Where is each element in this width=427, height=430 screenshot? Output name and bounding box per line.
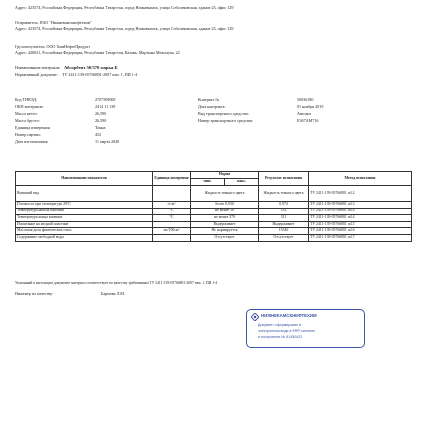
detail-label: Единица измерения: bbox=[15, 125, 51, 130]
row-result: Выдерживает bbox=[259, 221, 309, 228]
detail-label: Номер партии: bbox=[15, 132, 41, 137]
row-norm: Не нормируется bbox=[191, 228, 259, 235]
detail-value: 01 ноября 2019 bbox=[297, 104, 324, 109]
stamp-line-1: Документ сформирован в bbox=[258, 323, 301, 327]
table-row bbox=[16, 208, 412, 215]
row-norm: Жидкость темного цвета bbox=[191, 186, 259, 202]
detail-label: Номер транспортного средства: bbox=[198, 118, 254, 123]
row-indicator: Температура начала кипения bbox=[16, 208, 153, 215]
table-row bbox=[16, 186, 412, 202]
row-result: 311 bbox=[259, 215, 309, 222]
detail-value: Тонна bbox=[95, 125, 106, 130]
detail-label: Дата изготовления: bbox=[15, 139, 49, 144]
row-indicator: Содержание свободной воды bbox=[16, 234, 153, 241]
detail-label: Контракт № bbox=[198, 97, 220, 102]
row-indicator: Массовая доля фактических смол bbox=[16, 228, 153, 235]
row-unit: °С bbox=[153, 215, 191, 222]
detail-value: 2414 11 139 bbox=[95, 104, 116, 109]
detail-value: 2707509000 bbox=[95, 97, 116, 102]
row-indicator: Плотность при температуре 20°С bbox=[16, 202, 153, 209]
engineer-label: Инженер по качеству: bbox=[15, 291, 54, 296]
row-result: 152 bbox=[259, 208, 309, 215]
row-method: ТУ 2411-139-05766801 п4.6 bbox=[309, 228, 412, 235]
col-unit: Единица измерения bbox=[153, 172, 191, 186]
detail-label: Дата контракта: bbox=[198, 104, 226, 109]
detail-label: Код ТНВЭД: bbox=[15, 97, 38, 102]
row-norm: Выдерживает bbox=[191, 221, 259, 228]
detail-value: 26,590 bbox=[95, 118, 107, 123]
detail-value: Автовоз bbox=[297, 111, 312, 116]
consignee-address: Адрес: 420021, Российская Федерация, Республика Татарстан, Казань, Мартына Межлаука, 22 bbox=[15, 50, 180, 55]
sender-address: Адрес: 423574, Российская Федерация, Республика Татарстан, город Нижнекамск, улица Соболековская, здание 23, офис 129 bbox=[15, 26, 234, 31]
table-row bbox=[16, 228, 412, 235]
row-unit: г/см³ bbox=[153, 202, 191, 209]
row-norm: не менее 370 bbox=[191, 215, 259, 222]
row-method: ТУ 2411-139-05766801 п4.3 bbox=[309, 202, 412, 209]
table-header-row bbox=[16, 172, 412, 179]
norm-doc-value: ТУ 2411-139-05766801-2007 изм. 1, ПИ 1-4 bbox=[62, 72, 138, 77]
table-row bbox=[16, 202, 412, 209]
detail-value: 452 bbox=[95, 132, 102, 137]
detail-value: Е367АМ716 bbox=[297, 118, 319, 123]
table-row bbox=[16, 234, 412, 241]
row-unit bbox=[153, 186, 191, 202]
stamp-line-3: и построение № 81450422 bbox=[258, 335, 303, 339]
consignee-label: Грузополучатель: ООО ХимНефтеПродукт bbox=[15, 44, 91, 49]
row-method: ТУ 2411-139-05766801 п4.2 bbox=[309, 186, 412, 202]
detail-value: 26,590 bbox=[95, 111, 107, 116]
sender-label: Отправитель: ПАО "Нижнекамскнефтехим" bbox=[15, 20, 92, 25]
detail-label: Вид транспортного средства: bbox=[198, 111, 249, 116]
stamp-org: НИЖНЕКАМСКНЕФТЕХИМ bbox=[261, 313, 317, 318]
product-name-label: Наименование материала: bbox=[15, 65, 61, 70]
product-name-value: Абсорбент 50/370 марка Б bbox=[64, 65, 118, 70]
row-result: 0,974 bbox=[259, 202, 309, 209]
detail-value: 11 марта 2020 bbox=[95, 139, 120, 144]
col-norm-max: макс. bbox=[225, 179, 259, 186]
row-unit: °С bbox=[153, 208, 191, 215]
electronic-stamp bbox=[246, 309, 365, 348]
row-unit: мг/100см³ bbox=[153, 228, 191, 235]
row-unit bbox=[153, 221, 191, 228]
detail-value: 50036180 bbox=[297, 97, 314, 102]
col-norm-min: мин. bbox=[191, 179, 225, 186]
row-result: 15340 bbox=[259, 228, 309, 235]
detail-label: ОКП материала: bbox=[15, 104, 44, 109]
row-method: ТУ 2411-139-05766801 п4.4 bbox=[309, 215, 412, 222]
table-row bbox=[16, 215, 412, 222]
col-norm: Норма bbox=[191, 172, 259, 179]
row-indicator: Температура конца кипения bbox=[16, 215, 153, 222]
detail-label: Масса брутто: bbox=[15, 118, 40, 123]
col-method: Метод испытания bbox=[309, 172, 412, 186]
norm-doc-label: Нормативный документ: bbox=[15, 72, 58, 77]
detail-label: Масса нетто: bbox=[15, 111, 38, 116]
table-row bbox=[16, 221, 412, 228]
row-method: ТУ 2411-139-05766801 п4.5 bbox=[309, 221, 412, 228]
col-indicator: Наименование показателя bbox=[16, 172, 153, 186]
stamp-line-2: электронном виде в ERP-системе bbox=[258, 329, 315, 333]
row-result: Отсутствует bbox=[259, 234, 309, 241]
quality-table bbox=[15, 171, 412, 242]
row-unit bbox=[153, 234, 191, 241]
company-logo-icon bbox=[251, 313, 259, 321]
row-method: ТУ 2411-139-05766801 п4.4 bbox=[309, 208, 412, 215]
row-method: ТУ 2411-139-05766801 п4.7 bbox=[309, 234, 412, 241]
row-indicator: Внешний вид bbox=[16, 186, 153, 202]
row-indicator: Испытание на медной пластине bbox=[16, 221, 153, 228]
row-norm: не менее 50 bbox=[191, 208, 259, 215]
col-result: Результат испытания bbox=[259, 172, 309, 186]
row-result: Жидкость темного цвета bbox=[259, 186, 309, 202]
row-norm: Отсутствует bbox=[191, 234, 259, 241]
row-norm: более 0,930 bbox=[191, 202, 259, 209]
engineer-name: Барыева Л.М. bbox=[101, 291, 125, 296]
top-address: Адрес: 423574, Российская Федерация, Республика Татарстан, город Нижнекамск, улица Соболековская, здание 23, офис 129 bbox=[15, 5, 234, 10]
compliance-statement: Указанный в настоящем документе материал соответствует по качеству требованиям ТУ 2411-139-05766801-2007 изм. 1, ПИ 1-4 bbox=[15, 281, 218, 285]
